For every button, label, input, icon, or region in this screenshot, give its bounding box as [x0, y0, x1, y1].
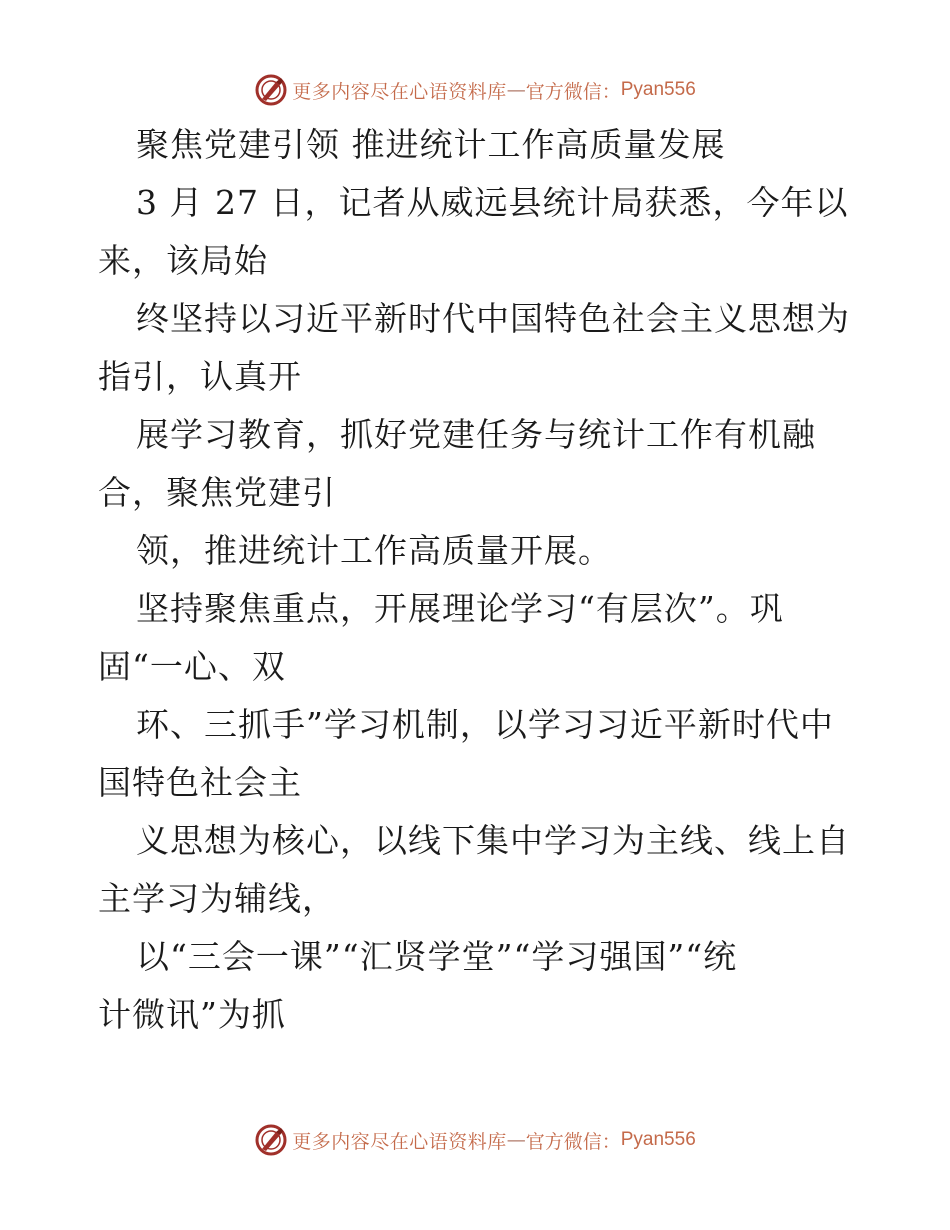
- text-line: 主学习为辅线，: [98, 879, 336, 918]
- footer-banner: [0, 1120, 950, 1160]
- text-line: 坚持聚焦重点，开展理论学习“有层次”。巩: [136, 589, 784, 628]
- text-line: 指引，认真开: [98, 357, 302, 396]
- banner-separator: —: [506, 79, 526, 101]
- banner-wechat-label: 官方微信：: [525, 80, 621, 103]
- text-line: 终坚持以习近平新时代中国特色社会主义思想为: [136, 299, 850, 338]
- banner-wechat-id: Pyan556: [620, 1129, 696, 1150]
- banner-slogan: 更多内容尽在心语资料库: [292, 80, 507, 103]
- pen-logo-icon: [254, 1123, 288, 1157]
- text-line: 计微讯”为抓: [98, 995, 286, 1034]
- document-body: [98, 116, 858, 1044]
- text-line: 领，推进统计工作高质量开展。: [136, 531, 612, 570]
- text-line: 国特色社会主: [98, 763, 302, 802]
- text-line: 3 月 27 日，记者从威远县统计局获悉，今年以: [136, 183, 849, 222]
- text-line: 固“一心、双: [98, 647, 286, 686]
- banner-separator: —: [506, 1129, 526, 1151]
- banner-wechat-label: 官方微信：: [525, 1130, 621, 1153]
- banner-wechat-id: Pyan556: [620, 79, 696, 100]
- text-line: 合，聚焦党建引: [98, 473, 336, 512]
- text-line: 环、三抓手”学习机制，以学习习近平新时代中: [136, 705, 834, 744]
- banner-slogan: 更多内容尽在心语资料库: [292, 1130, 507, 1153]
- text-line: 以“三会一课”“汇贤学堂”“学习强国”“统: [136, 937, 738, 976]
- text-line: 展学习教育，抓好党建任务与统计工作有机融: [136, 415, 816, 454]
- header-banner: [0, 70, 950, 110]
- text-line: 义思想为核心，以线下集中学习为主线、线上自: [136, 821, 850, 860]
- text-line: 来，该局始: [98, 241, 268, 280]
- pen-logo-icon: [254, 73, 288, 107]
- document-title: 聚焦党建引领 推进统计工作高质量发展: [136, 125, 726, 164]
